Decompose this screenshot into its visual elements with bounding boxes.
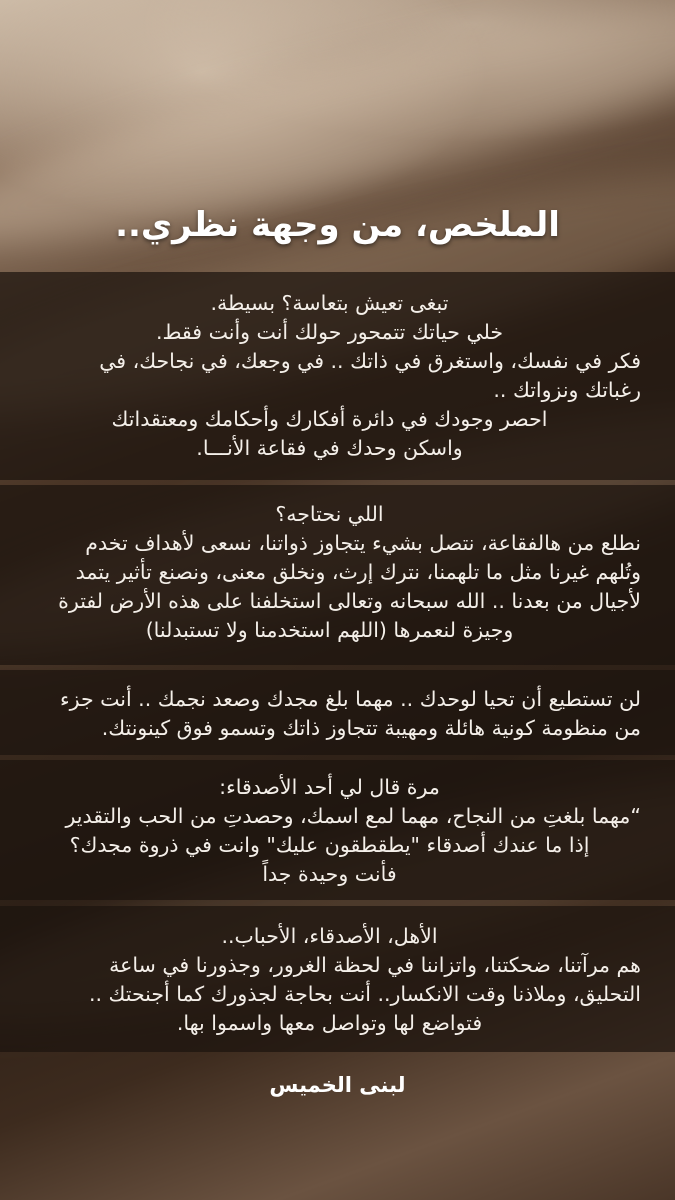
page-title: الملخص، من وجهة نظري..	[115, 205, 560, 245]
text-line: نطلع من هالفقاعة، نتصل بشيء يتجاوز ذواتنا، نسعى لأهداف تخدم	[85, 531, 641, 555]
text-line: وتُلهم غيرنا مثل ما تلهمنا، نترك إرث، ونخلق معنى، ونصنع تأثير يتمد	[75, 560, 641, 584]
text-line: مرة قال لي أحد الأصدقاء:	[219, 775, 440, 799]
text-line: لأجيال من بعدنا .. الله سبحانه وتعالى استخلفنا على هذه الأرض لفترة	[58, 589, 641, 613]
text-line: احصر وجودك في دائرة أفكارك وأحكامك ومعتقداتك	[111, 407, 548, 431]
text-line: من منظومة كونية هائلة ومهيبة تتجاوز ذاتك وتسمو فوق كينونتك.	[101, 716, 641, 740]
text-line: واسكن وحدك في فقاعة الأنـــا.	[196, 436, 463, 460]
text-line: رغباتك ونزواتك ..	[493, 378, 641, 402]
text-line: خلي حياتك تتمحور حولك أنت وأنت فقط.	[155, 320, 504, 344]
text-line: هم مرآتنا، ضحكتنا، واتزاننا في لحظة الغرور، وجذورنا في ساعة	[109, 953, 641, 977]
text-block-1	[0, 272, 675, 480]
text-line: لن تستطيع أن تحيا لوحدك .. مهما بلغ مجدك وصعد نجمك .. أنت جزء	[60, 687, 641, 711]
text-line: تبغى تعيش بتعاسة؟ بسيطة.	[210, 291, 449, 315]
text-line: الأهل، الأصدقاء، الأحباب..	[221, 924, 438, 948]
text-block-3	[0, 670, 675, 755]
text-line: فكر في نفسك، واستغرق في ذاتك .. في وجعك، في نجاحك، في	[99, 349, 641, 373]
text-block-2	[0, 485, 675, 665]
text-line: فأنت وحيدة جداً	[262, 862, 397, 886]
text-line: اللي نحتاجه؟	[275, 502, 384, 526]
text-block-4	[0, 760, 675, 900]
text-line: إذا ما عندك أصدقاء "يطقطقون عليك" وانت في ذروة مجدك؟	[69, 833, 590, 857]
text-line: “مهما بلغتِ من النجاح، مهما لمع اسمك، وحصدتِ من الحب والتقدير	[65, 804, 641, 828]
text-line: فتواضع لها وتواصل معها واسموا بها.	[176, 1011, 483, 1035]
author-signature: لبنى الخميس	[269, 1073, 406, 1097]
text-block-5	[0, 906, 675, 1052]
text-line: التحليق، وملاذنا وقت الانكسار.. أنت بحاجة لجذورك كما أجنحتك ..	[88, 982, 641, 1006]
text-line: وجيزة لنعمرها (اللهم استخدمنا ولا تستبدلنا)	[145, 618, 514, 642]
